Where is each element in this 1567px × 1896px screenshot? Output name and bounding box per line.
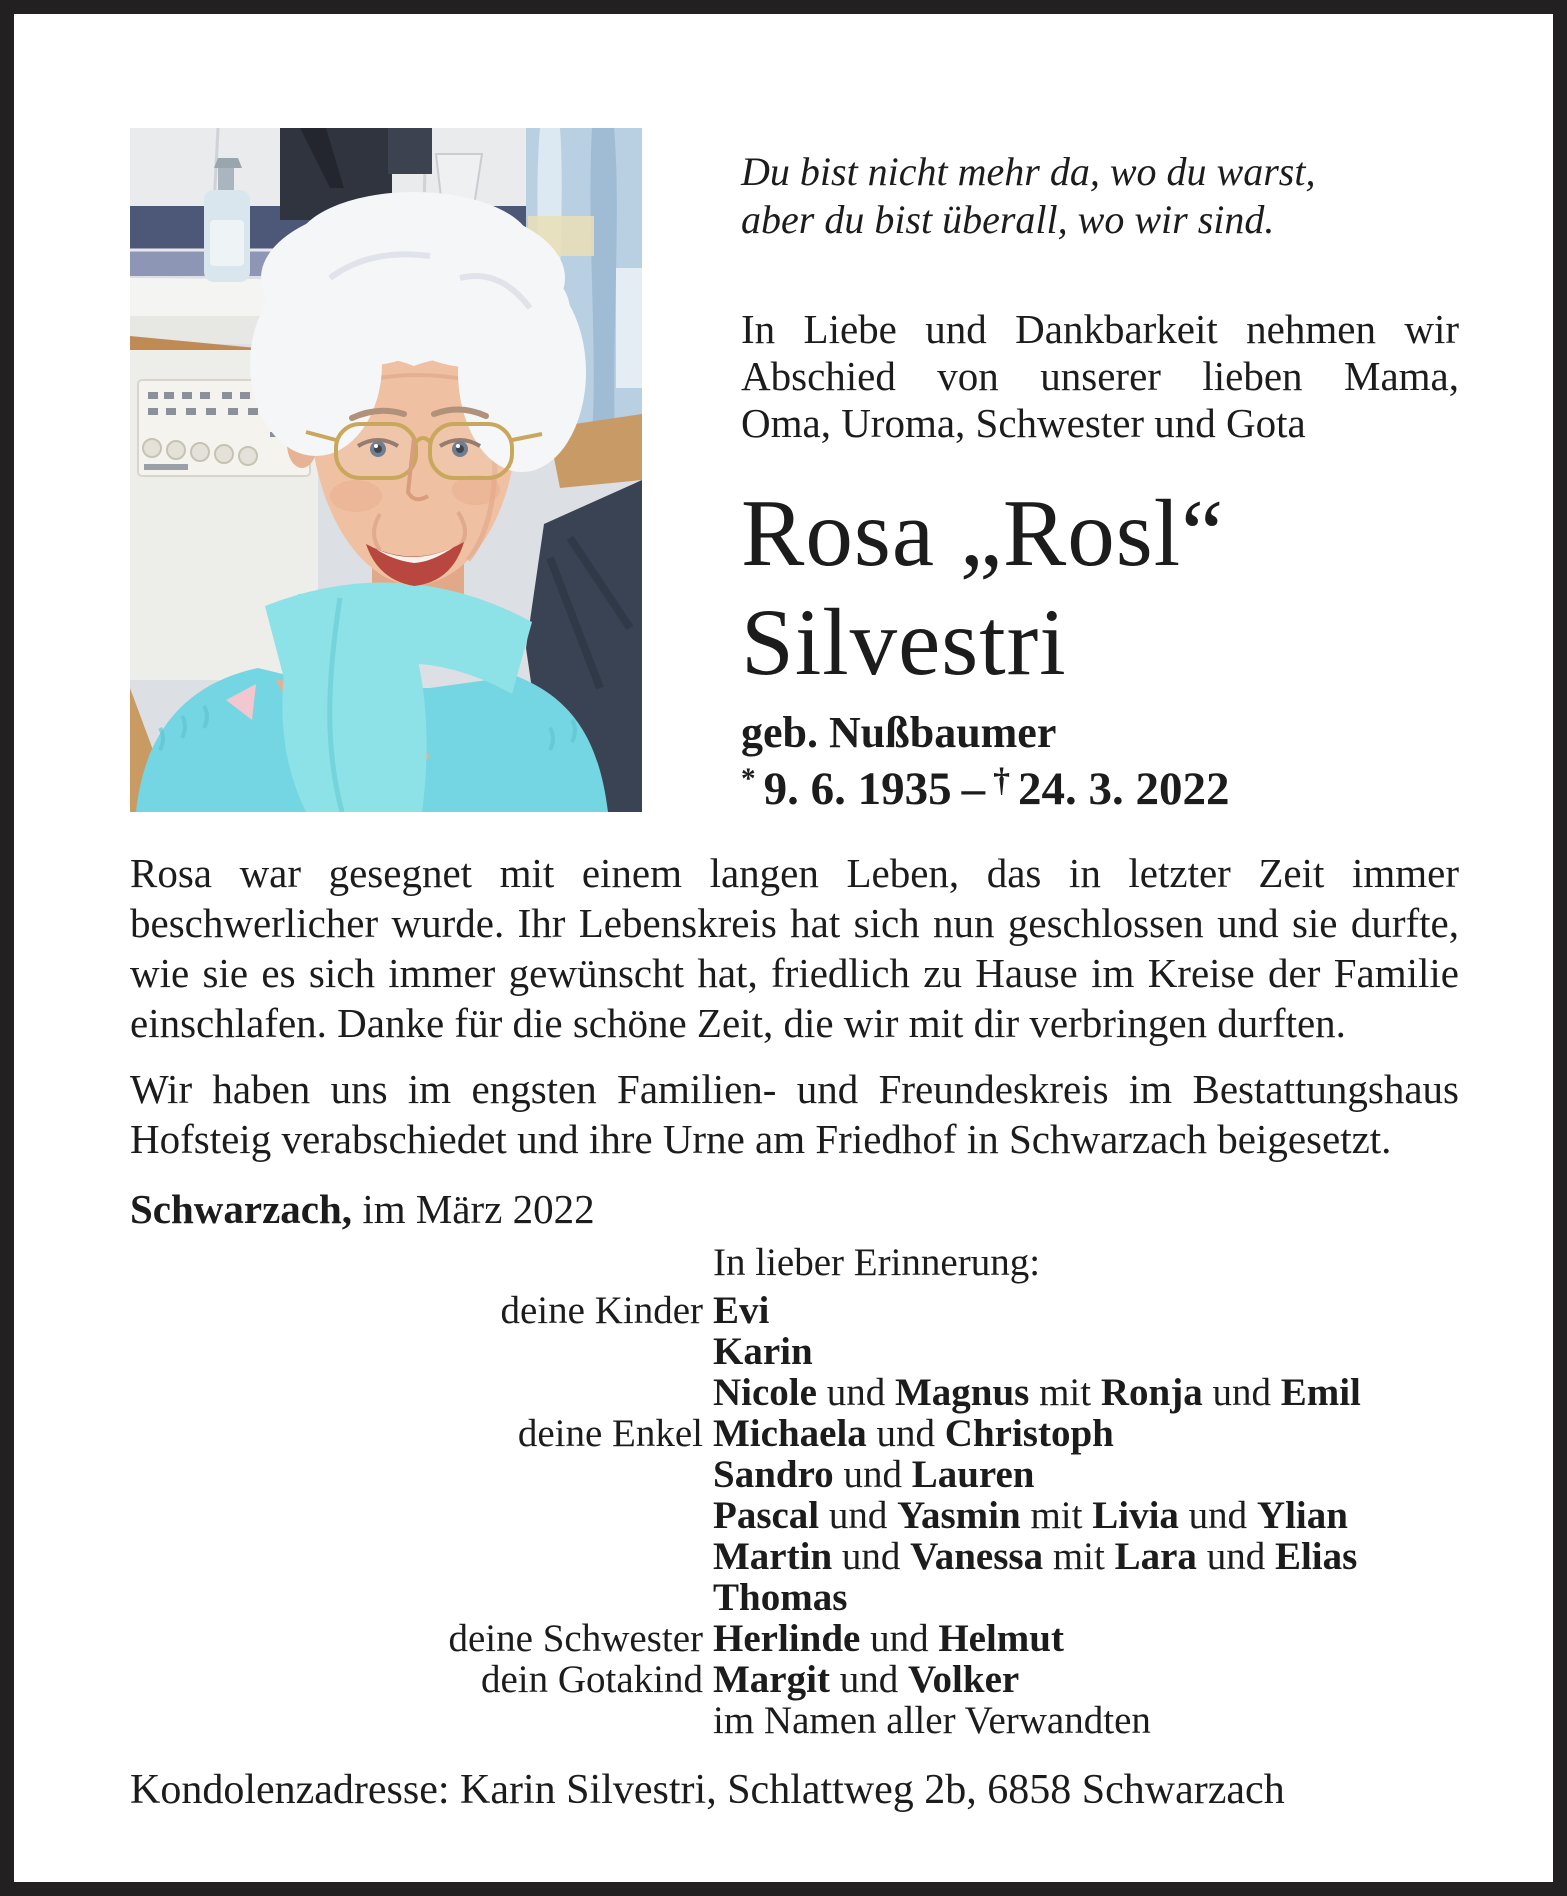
intro-line-3: Oma, Uroma, Schwester und Gota — [741, 400, 1306, 446]
memorial-header: In lieber Erinnerung: — [713, 1241, 1041, 1284]
deceased-name-line-2: Silvestri — [741, 589, 1067, 695]
relation-label — [130, 1577, 713, 1618]
mourner-names: Margit und Volker — [713, 1658, 1020, 1701]
relation-label: deine Enkel — [517, 1412, 703, 1455]
mourner-names: Karin — [713, 1330, 813, 1373]
condolence-text: Kondolenzadresse: Karin Silvestri, Schlattweg 2b, 6858 Schwarzach — [130, 1767, 1285, 1813]
dateline-date: im März 2022 — [352, 1186, 595, 1232]
relation-label: dein Gotakind — [480, 1658, 703, 1701]
mourner-names: Evi — [713, 1289, 770, 1332]
died-symbol: † — [993, 762, 1010, 800]
memorial-row — [130, 1454, 1459, 1495]
memorial-row — [130, 1331, 1459, 1372]
life-dates — [741, 762, 1459, 816]
memorial-row — [130, 1577, 1459, 1618]
memorial-row — [130, 1413, 1459, 1454]
relation-label — [130, 1331, 713, 1372]
mourner-names: Pascal und Yasmin mit Livia und Ylian — [713, 1494, 1348, 1537]
quote-line-2: aber du bist überall, wo wir sind. — [741, 197, 1275, 242]
memorial-row — [130, 1536, 1459, 1577]
portrait-illustration — [130, 128, 642, 812]
top-section — [130, 128, 1459, 816]
date-separator: – — [961, 763, 986, 815]
death-date: 24. 3. 2022 — [1017, 763, 1230, 815]
born-symbol: * — [741, 762, 756, 795]
mourner-names: Thomas — [713, 1576, 848, 1619]
mourner-names: Sandro und Lauren — [713, 1453, 1035, 1496]
memorial-rows — [130, 1290, 1459, 1741]
deceased-name — [741, 479, 1459, 697]
memorial-row — [130, 1290, 1459, 1331]
headline-column — [741, 128, 1459, 816]
dateline — [130, 1184, 1459, 1234]
mourner-names: Martin und Vanessa mit Lara und Elias — [713, 1535, 1358, 1578]
relation-label: deine Schwester — [448, 1617, 703, 1660]
relation-label — [130, 1454, 713, 1495]
deceased-name-line-1: Rosa „Rosl“ — [741, 480, 1225, 586]
memorial-row — [130, 1372, 1459, 1413]
intro-line-2: Abschied von unserer lieben Mama, — [741, 353, 1459, 399]
birth-date: 9. 6. 1935 — [763, 763, 952, 815]
memorial-quote — [741, 148, 1459, 244]
quote-line-1: Du bist nicht mehr da, wo du warst, — [741, 149, 1316, 194]
mourner-names: im Namen aller Verwandten — [713, 1699, 1151, 1742]
relation-label: deine Kinder — [500, 1289, 703, 1332]
intro-line-1: In Liebe und Dankbarkeit nehmen wir — [741, 306, 1459, 352]
obituary-paragraph-2: Wir haben uns im engsten Familien- und Freundeskreis im Bestattungshaus Hofsteig verabschiedet und ihre Urne am Friedhof in Schwarzach beigesetzt. — [130, 1066, 1459, 1162]
relation-label — [130, 1495, 713, 1536]
mourner-names: Michaela und Christoph — [713, 1412, 1114, 1455]
memorial-row — [130, 1659, 1459, 1700]
obituary-body — [130, 848, 1459, 1164]
condolence-address — [130, 1765, 1459, 1815]
memorial-row — [130, 1618, 1459, 1659]
intro-text — [741, 306, 1459, 447]
portrait-photo — [130, 128, 642, 812]
memorial-section — [130, 1242, 1459, 1741]
relation-label — [130, 1700, 713, 1741]
relation-label — [130, 1536, 713, 1577]
memorial-row — [130, 1700, 1459, 1741]
maiden-name: geb. Nußbaumer — [741, 708, 1057, 757]
dateline-place: Schwarzach, — [130, 1186, 353, 1232]
relation-label — [130, 1372, 713, 1413]
memorial-row — [130, 1495, 1459, 1536]
mourner-names: Nicole und Magnus mit Ronja und Emil — [713, 1371, 1361, 1414]
obituary-paragraph-1: Rosa war gesegnet mit einem langen Leben, das in letzter Zeit immer beschwerlicher wurde. Ihr Lebenskreis hat sich nun geschlossen und sie durfte, wie sie es sich immer gewünscht hat, friedlich zu Hause im Kreise der Familie einschlafen. Danke für die schöne Zeit, die wir mit dir verbringen durften. — [130, 850, 1459, 1046]
mourner-names: Herlinde und Helmut — [713, 1617, 1064, 1660]
